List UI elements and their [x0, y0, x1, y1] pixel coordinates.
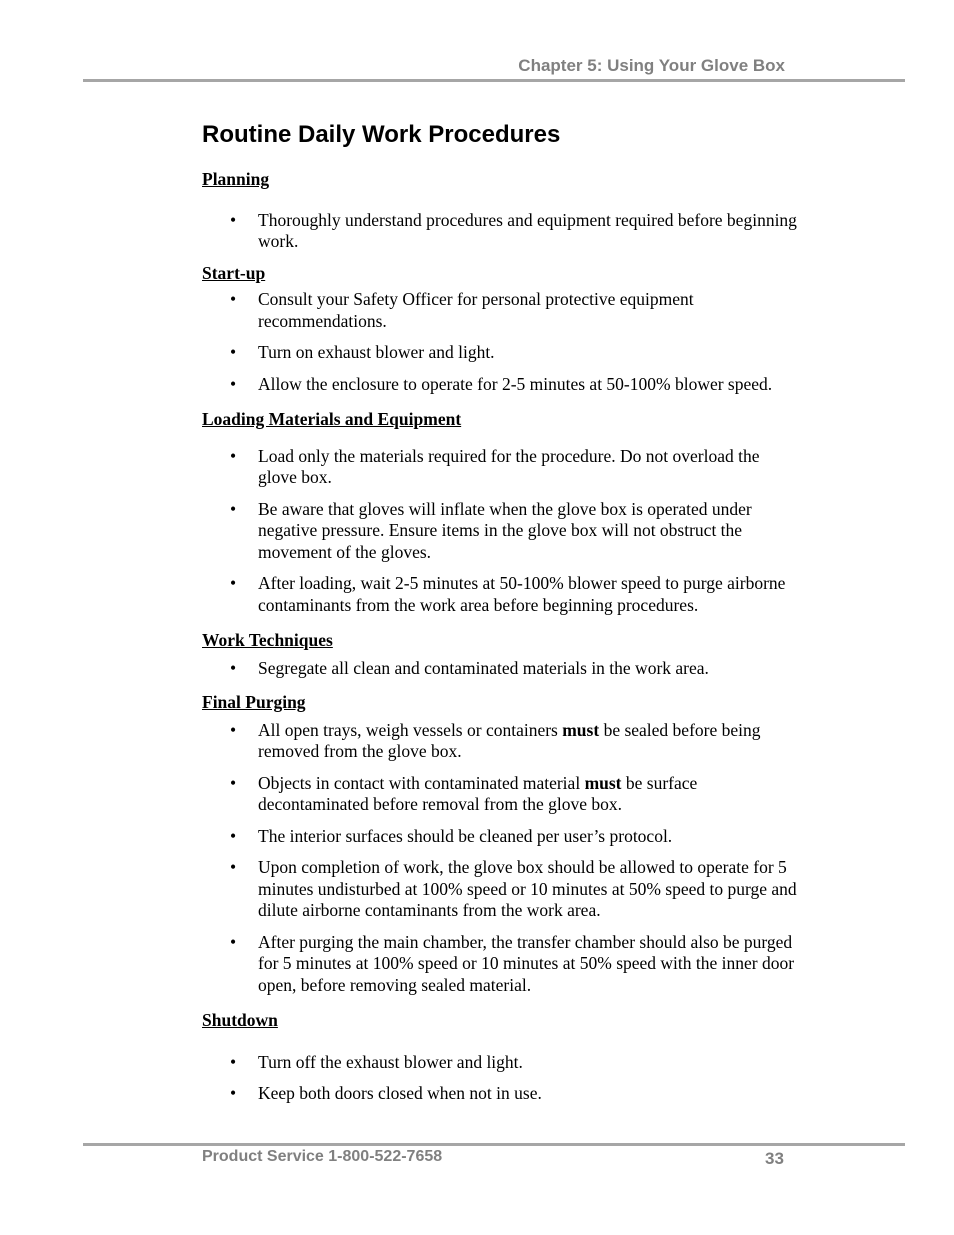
list-item-text: Turn on exhaust blower and light. [258, 342, 495, 362]
bullet-icon: • [230, 573, 237, 593]
list-item [202, 342, 802, 364]
list-item [202, 1052, 802, 1074]
list-item-text: After purging the main chamber, the transfer chamber should also be purged for 5 minutes at 100% speed or 10 minutes at 50% speed with the inner door open, before removing sealed material. [258, 931, 795, 995]
page-title: Routine Daily Work Procedures [202, 121, 561, 148]
list-item [202, 658, 802, 680]
list-item-text: be surface decontaminated before removal from the glove box. [258, 772, 698, 814]
footer-divider [83, 1143, 905, 1146]
planning-list [202, 210, 802, 253]
bullet-icon: • [230, 719, 237, 740]
purging-list [202, 720, 802, 997]
list-item [202, 932, 802, 997]
bullet-icon: • [230, 1083, 237, 1103]
list-item-text: After loading, wait 2-5 minutes at 50-100% blower speed to purge airborne contaminants from the work area before beginning procedures. [258, 573, 786, 615]
loading-list [202, 446, 802, 617]
list-item-text: Thoroughly understand procedures and equipment required before beginning work. [258, 209, 797, 251]
list-item-text: Segregate all clean and contaminated materials in the work area. [258, 657, 709, 678]
list-item [202, 446, 802, 489]
list-item [202, 374, 802, 396]
bullet-icon: • [230, 825, 237, 846]
emphasis-must: must [584, 772, 622, 793]
startup-list [202, 289, 802, 395]
bullet-icon: • [230, 445, 237, 466]
list-item [202, 289, 802, 332]
list-item-text: Consult your Safety Officer for personal protective equipment recommendations. [258, 289, 694, 331]
list-item [202, 857, 802, 922]
list-item [202, 499, 802, 564]
chapter-header: Chapter 5: Using Your Glove Box [518, 56, 785, 75]
list-item [202, 773, 802, 816]
list-item-text: Upon completion of work, the glove box should be allowed to operate for 5 minutes undisturbed at 100% speed or 10 minutes at 50% speed to purge and dilute airborne contaminants from the work area. [258, 857, 797, 920]
list-item-text: Allow the enclosure to operate for 2-5 minutes at 50-100% blower speed. [258, 373, 773, 394]
page-body [202, 120, 802, 1105]
list-item-text: Turn off the exhaust blower and light. [258, 1051, 523, 1072]
bullet-icon: • [230, 209, 237, 230]
bullet-icon: • [230, 1051, 237, 1072]
page-number: 33 [765, 1149, 784, 1168]
header-divider [83, 79, 905, 82]
list-item-text: be sealed before being removed from the glove box. [258, 719, 761, 761]
list-item [202, 826, 802, 848]
list-item-text: Keep both doors closed when not in use. [258, 1083, 542, 1103]
list-item [202, 720, 802, 763]
list-item-text: All open trays, weigh vessels or containers [258, 719, 563, 740]
techniques-list [202, 658, 802, 680]
bullet-icon: • [230, 342, 237, 362]
list-item [202, 573, 802, 616]
section-heading-techniques: Work Techniques [202, 630, 333, 650]
section-heading-startup: Start-up [202, 262, 266, 283]
list-item [202, 1083, 802, 1105]
section-heading-purging: Final Purging [202, 692, 306, 712]
section-heading-loading: Loading Materials and Equipment [202, 409, 462, 429]
bullet-icon: • [230, 857, 237, 877]
bullet-icon: • [230, 931, 237, 952]
bullet-icon: • [230, 289, 237, 309]
list-item-text: The interior surfaces should be cleaned per user’s protocol. [258, 825, 673, 846]
list-item-text: Objects in contact with contaminated material [258, 772, 585, 793]
list-item-text: Be aware that gloves will inflate when the glove box is operated under negative pressure. Ensure items in the glove box will not obstruct the movement of the gloves. [258, 498, 752, 562]
shutdown-list [202, 1052, 802, 1105]
emphasis-must: must [562, 719, 600, 740]
list-item-text: Load only the materials required for the procedure. Do not overload the glove box. [258, 445, 760, 487]
bullet-icon: • [230, 373, 237, 394]
bullet-icon: • [230, 772, 237, 793]
section-heading-shutdown: Shutdown [202, 1010, 278, 1030]
bullet-icon: • [230, 657, 237, 678]
list-item [202, 210, 802, 253]
bullet-icon: • [230, 498, 237, 519]
section-heading-planning: Planning [202, 169, 270, 189]
product-service-phone: Product Service 1-800-522-7658 [202, 1148, 443, 1165]
